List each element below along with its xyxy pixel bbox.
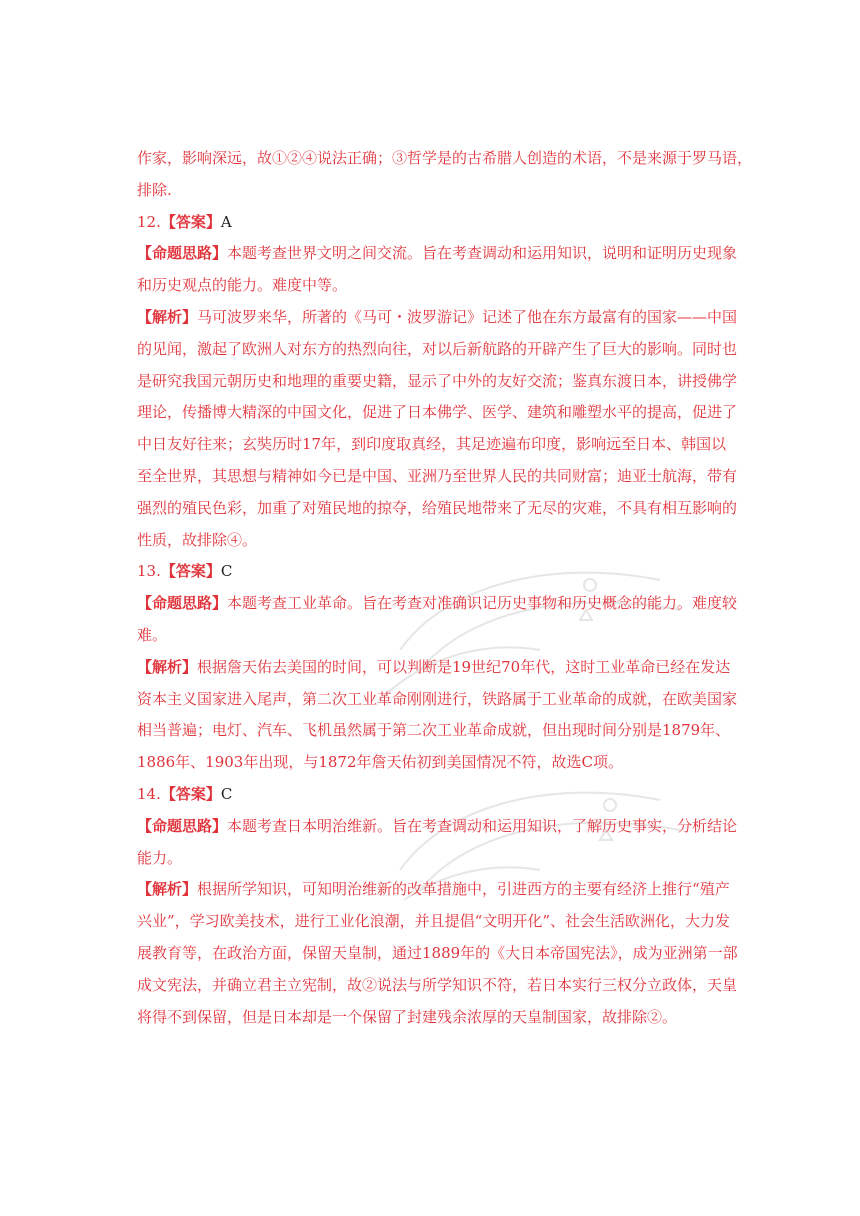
- text-line: [137, 874, 730, 906]
- answer-value: A: [220, 212, 232, 231]
- question-number: 13.: [137, 562, 161, 581]
- text-line: [137, 302, 738, 334]
- q11-analysis-tail: [137, 143, 753, 207]
- text-span: 马可波罗来华，所著的《马可・波罗游记》记述了他在东方最富有的国家——中国: [197, 307, 738, 326]
- text-line: [137, 652, 731, 684]
- answer-tag: 【答案】: [160, 212, 221, 231]
- question-number: 14.: [137, 784, 161, 803]
- text-span: 本题考查世界文明之间交流。旨在考查调动和运用知识，说明和证明历史现象: [227, 244, 738, 263]
- text-line: 性质，故排除④。: [137, 530, 258, 549]
- text-line: 的见闻，激起了欧洲人对东方的热烈向往，对以后新航路的开辟产生了巨大的影响。同时也: [137, 339, 738, 358]
- text-span: 根据所学知识，可知明治维新的改革措施中，引进西方的主要有经济上推行“殖产: [197, 880, 730, 899]
- idea-tag: 【命题思路】: [137, 244, 228, 263]
- text-span: 本题考查日本明治维新。旨在考查调动和运用知识，了解历史事实，分析结论: [227, 816, 738, 835]
- text-line: 作家，影响深远，故①②④说法正确；③哲学是的古希腊人创造的术语，不是来源于罗马语，: [137, 149, 753, 167]
- q12-idea: [137, 238, 738, 302]
- answer-value: C: [220, 562, 233, 581]
- q12-analysis: [137, 302, 738, 556]
- document-body: [137, 143, 753, 1033]
- text-line: 和历史观点的能力。难度中等。: [137, 276, 348, 295]
- text-line: [137, 238, 738, 270]
- text-line: 强烈的殖民色彩，加重了对殖民地的掠夺，给殖民地带来了无尽的灾难，不具有相互影响的: [137, 498, 738, 517]
- text-line: 相当普遍；电灯、汽车、飞机虽然属于第二次工业革命成就，但出现时间分别是1879年、: [137, 721, 731, 740]
- analysis-tag: 【解析】: [137, 657, 198, 676]
- question-number: 12.: [137, 212, 161, 231]
- answer-tag: 【答案】: [160, 784, 221, 803]
- text-span: 根据詹天佑去美国的时间，可以判断是19世纪70年代，这时工业革命已经在发达: [197, 657, 731, 676]
- answer-value: C: [220, 784, 233, 803]
- text-line: [137, 811, 738, 843]
- idea-tag: 【命题思路】: [137, 816, 228, 835]
- q13-answer: [137, 556, 697, 588]
- text-line: 理论，传播博大精深的中国文化，促进了日本佛学、医学、建筑和雕塑水平的提高，促进了: [137, 403, 738, 422]
- text-line: 兴业”，学习欧美技术，进行工业化浪潮，并且提倡“文明开化”、社会生活欧洲化，大力发: [137, 912, 731, 931]
- text-span: 本题考查工业革命。旨在考查对准确识记历史事物和历史概念的能力。难度较: [227, 594, 738, 613]
- text-line: 排除.: [137, 180, 172, 199]
- text-line: 是研究我国元朝历史和地理的重要史籍，显示了中外的友好交流；鉴真东渡日本，讲授佛学: [137, 371, 738, 390]
- analysis-tag: 【解析】: [137, 880, 198, 899]
- idea-tag: 【命题思路】: [137, 594, 228, 613]
- analysis-tag: 【解析】: [137, 307, 198, 326]
- q14-idea: [137, 811, 738, 875]
- text-line: 中日友好往来；玄奘历时17年，到印度取真经，其足迹遍布印度，影响远至日本、韩国以: [137, 435, 727, 454]
- q12-answer: [137, 207, 697, 239]
- q14-answer: [137, 779, 697, 811]
- text-line: 成文宪法，并确立君主立宪制，故②说法与所学知识不符，若日本实行三权分立政体，天皇: [137, 975, 738, 994]
- text-line: 展教育等，在政治方面，保留天皇制，通过1889年的《大日本帝国宪法》，成为亚洲第一部: [137, 943, 738, 962]
- text-line: 1886年、1903年出现，与1872年詹天佑初到美国情况不符，故选C项。: [137, 753, 624, 772]
- q13-analysis: [137, 652, 738, 779]
- text-line: 至全世界，其思想与精神如今已是中国、亚洲乃至世界人民的共同财富；迪亚士航海，带有: [137, 466, 738, 485]
- q14-analysis: [137, 874, 738, 1033]
- text-line: 资本主义国家进入尾声，第二次工业革命刚刚进行，铁路属于工业革命的成就，在欧美国家: [137, 689, 738, 708]
- text-line: 将得不到保留，但是日本却是一个保留了封建残余浓厚的天皇制国家，故排除②。: [137, 1007, 678, 1026]
- text-line: [137, 588, 738, 620]
- answer-tag: 【答案】: [160, 562, 221, 581]
- text-line: 能力。: [137, 848, 183, 867]
- text-line: 难。: [137, 625, 168, 644]
- q13-idea: [137, 588, 738, 652]
